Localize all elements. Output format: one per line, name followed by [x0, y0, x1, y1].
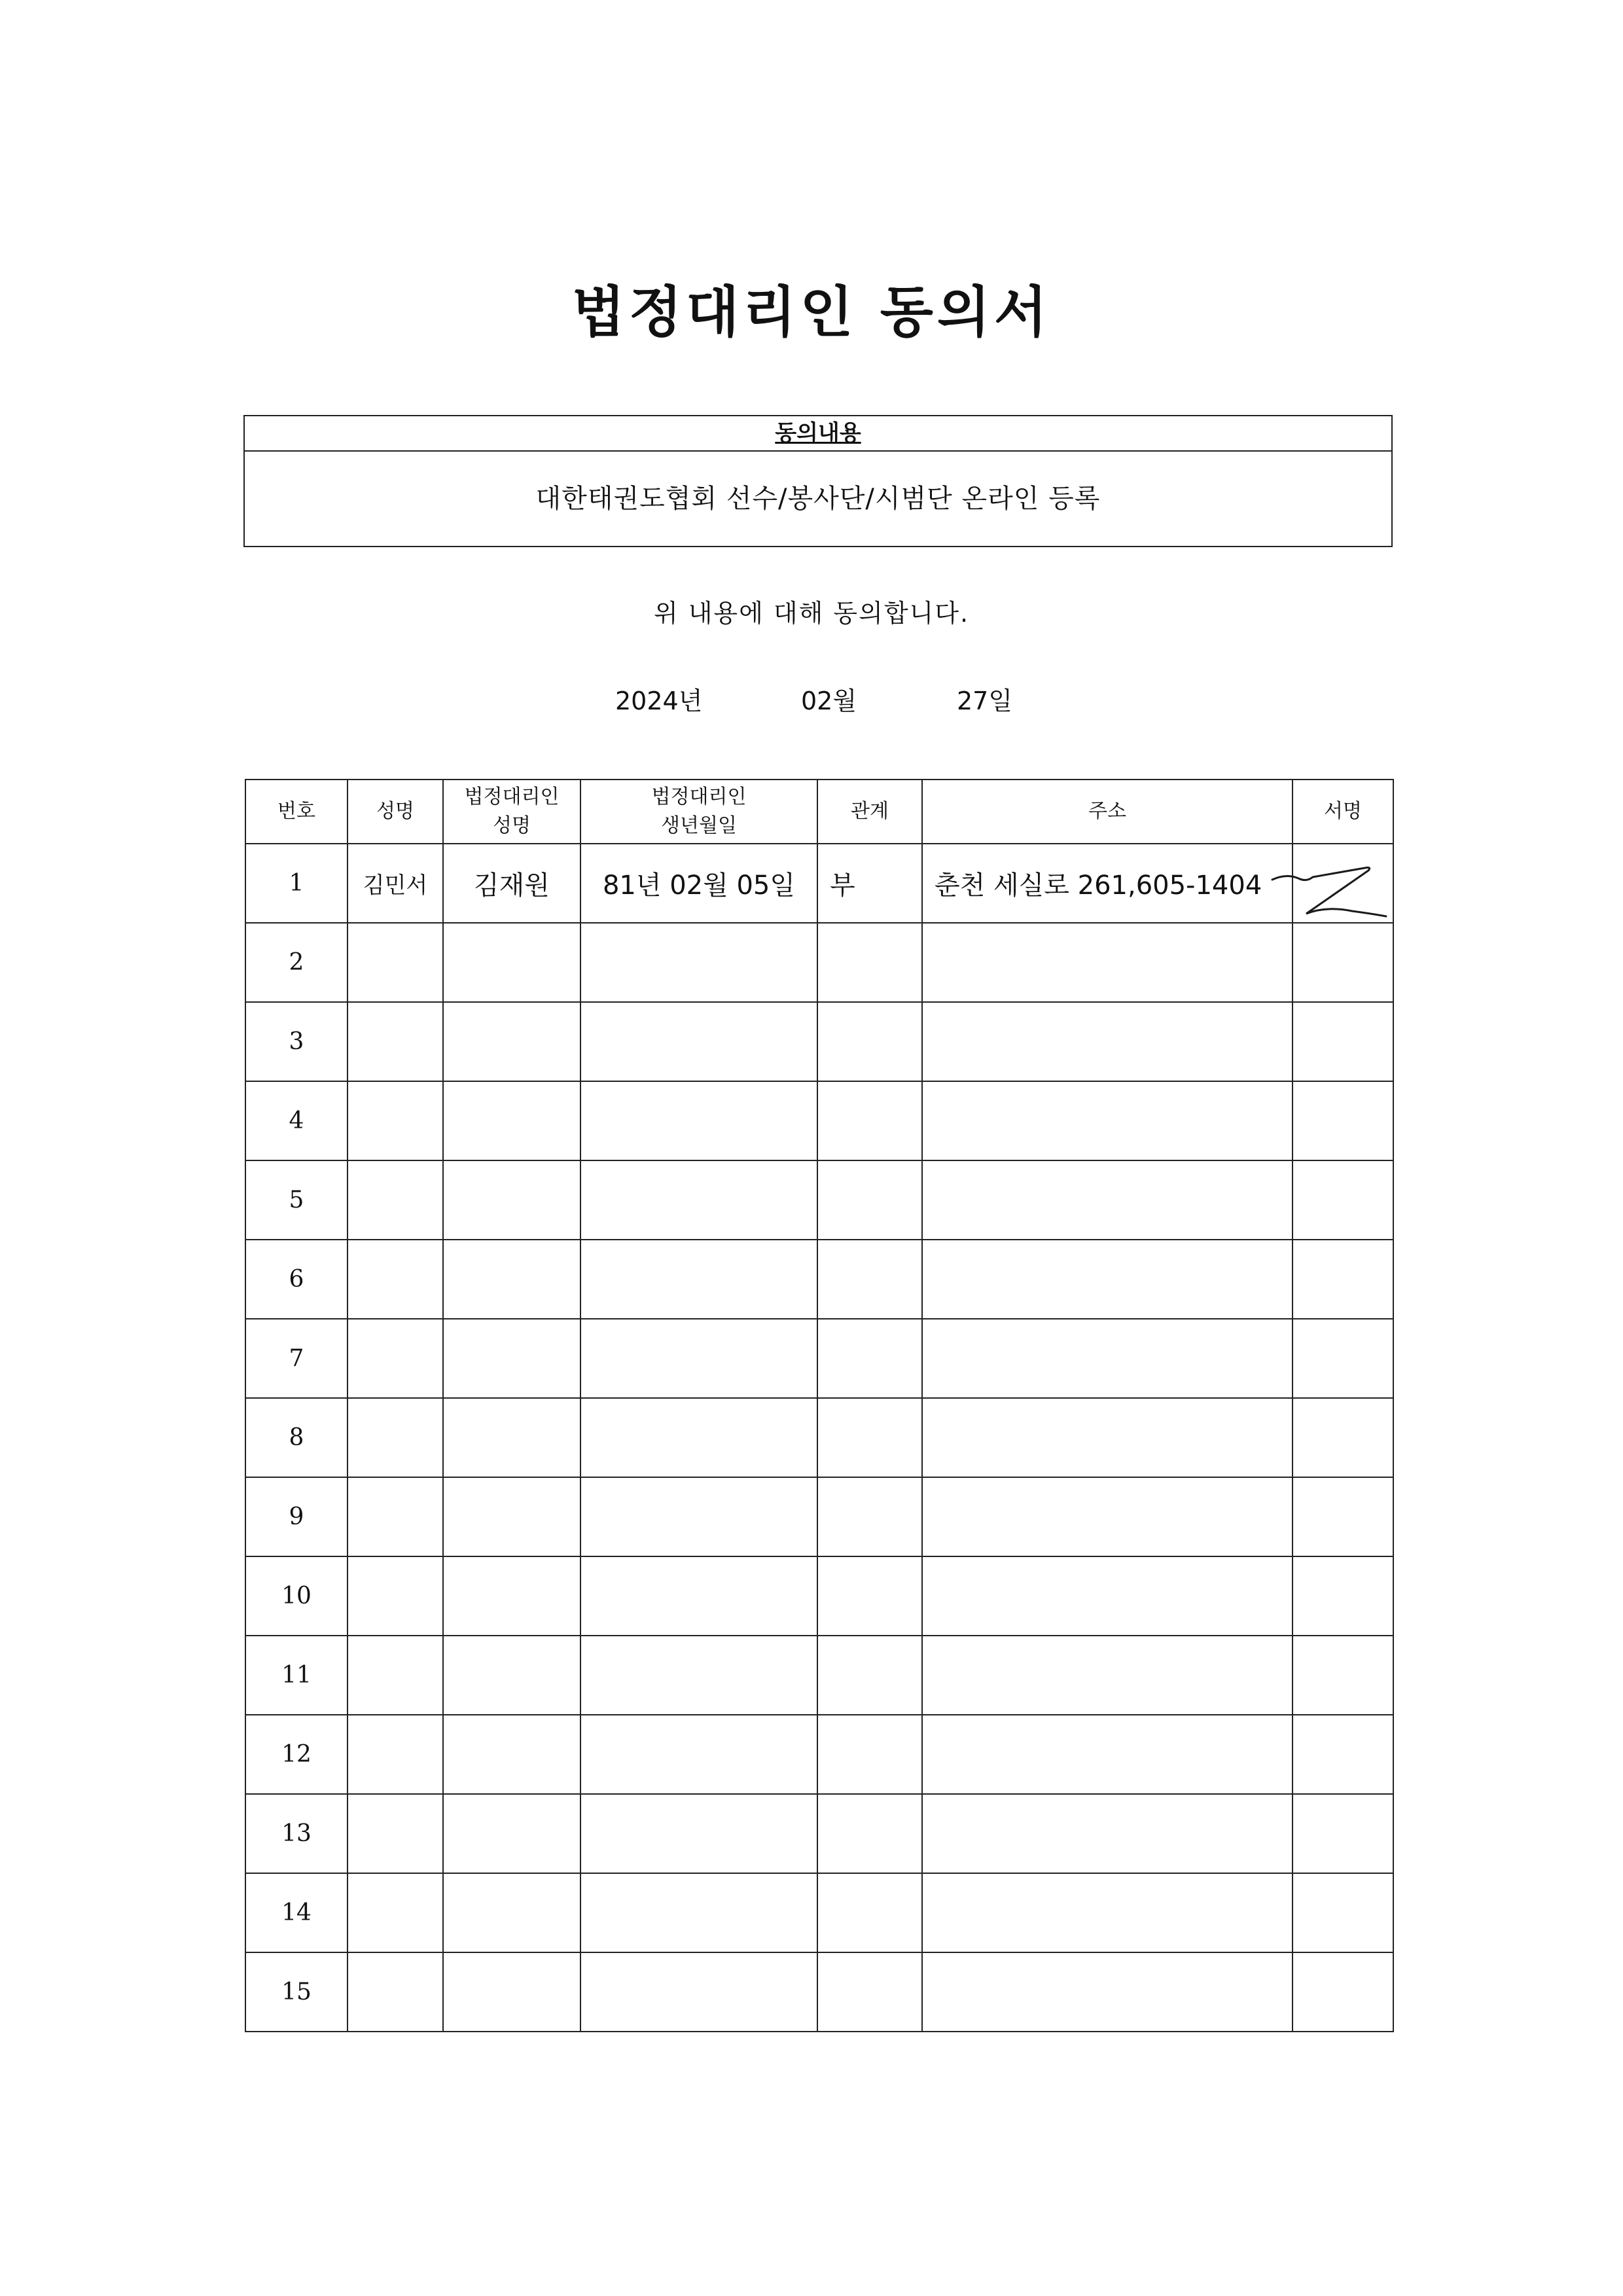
row-guardian-name-cell: [443, 1715, 580, 1794]
header-guardian-birth-line1: 법정대리인: [651, 785, 747, 808]
row-name-cell: 김민서: [348, 844, 443, 923]
row-name-cell: [348, 1398, 443, 1477]
row-guardian-name-cell: [443, 1081, 580, 1160]
row-signature-cell: [1293, 923, 1393, 1002]
row-name-cell: [348, 1873, 443, 1952]
row-guardian-birth-cell: [580, 1636, 817, 1715]
row-signature-cell: [1293, 1952, 1393, 2032]
table-row: [245, 1398, 1393, 1477]
row-relation-cell: [817, 1873, 922, 1952]
header-number: 번호: [245, 780, 348, 844]
row-signature-cell: [1293, 1002, 1393, 1081]
row-signature-cell: [1293, 1081, 1393, 1160]
row-guardian-name-cell: [443, 923, 580, 1002]
row-number-cell: 12: [245, 1715, 348, 1794]
row-address-cell: [922, 1794, 1293, 1873]
table-row: [245, 844, 1393, 923]
header-guardian-name-line2: 성명: [493, 814, 531, 837]
row-guardian-name-cell: 김재원: [443, 844, 580, 923]
row-signature-cell: [1293, 1556, 1393, 1636]
table-row: [245, 1556, 1393, 1636]
row-address-cell: [922, 1477, 1293, 1556]
header-guardian-birth: [580, 780, 817, 844]
date-year: 2024년: [615, 687, 703, 715]
row-address-cell: [922, 1081, 1293, 1160]
row-name-cell: [348, 1240, 443, 1319]
row-relation-cell: [817, 1952, 922, 2032]
table-row: [245, 1081, 1393, 1160]
row-number-cell: 13: [245, 1794, 348, 1873]
row-guardian-name-cell: [443, 1556, 580, 1636]
row-name-cell: [348, 1002, 443, 1081]
row-signature-cell: [1293, 1319, 1393, 1398]
row-name-cell: [348, 1160, 443, 1240]
row-name-cell: [348, 923, 443, 1002]
row-number-cell: 2: [245, 923, 348, 1002]
table-row: [245, 1715, 1393, 1794]
row-guardian-name-cell: [443, 1319, 580, 1398]
row-name-cell: [348, 1556, 443, 1636]
guardian-registry-table: [245, 779, 1394, 2032]
table-header-row: [245, 780, 1393, 844]
row-guardian-name-cell: [443, 1002, 580, 1081]
row-guardian-name-cell: [443, 1873, 580, 1952]
row-name-cell: [348, 1636, 443, 1715]
row-name-cell: [348, 1477, 443, 1556]
row-guardian-birth-cell: [580, 1556, 817, 1636]
row-relation-cell: [817, 1002, 922, 1081]
row-relation-cell: [817, 1240, 922, 1319]
row-relation-cell: [817, 1636, 922, 1715]
row-address-cell: [922, 1952, 1293, 2032]
row-address-cell: [922, 1556, 1293, 1636]
row-signature-cell: [1293, 1160, 1393, 1240]
row-guardian-birth-cell: [580, 1240, 817, 1319]
row-address-cell: [922, 1636, 1293, 1715]
row-guardian-birth-cell: [580, 1398, 817, 1477]
row-guardian-name-cell: [443, 1952, 580, 2032]
row-relation-cell: [817, 1715, 922, 1794]
handwritten-signature: [1267, 853, 1398, 919]
row-number-cell: 15: [245, 1952, 348, 2032]
row-number-cell: 7: [245, 1319, 348, 1398]
row-name-cell: [348, 1794, 443, 1873]
row-guardian-birth-cell: [580, 1160, 817, 1240]
consent-box: [243, 415, 1393, 547]
row-address-cell: [922, 1398, 1293, 1477]
row-relation-cell: [817, 1477, 922, 1556]
row-number-cell: 8: [245, 1398, 348, 1477]
table-row: [245, 1319, 1393, 1398]
row-name-cell: [348, 1715, 443, 1794]
row-signature-cell: [1293, 1398, 1393, 1477]
header-guardian-name: [443, 780, 580, 844]
row-name-cell: [348, 1319, 443, 1398]
header-signature: 서명: [1293, 780, 1393, 844]
row-guardian-birth-cell: [580, 1952, 817, 2032]
consent-header: 동의내용: [245, 416, 1391, 452]
row-signature-cell: [1293, 844, 1393, 923]
row-guardian-birth-cell: [580, 1477, 817, 1556]
header-guardian-birth-line2: 생년월일: [661, 814, 737, 837]
row-guardian-name-cell: [443, 1636, 580, 1715]
row-relation-cell: [817, 1160, 922, 1240]
row-signature-cell: [1293, 1794, 1393, 1873]
row-signature-cell: [1293, 1477, 1393, 1556]
row-guardian-name-cell: [443, 1240, 580, 1319]
date-month: 02월: [801, 687, 857, 715]
row-relation-cell: [817, 923, 922, 1002]
row-number-cell: 5: [245, 1160, 348, 1240]
row-signature-cell: [1293, 1240, 1393, 1319]
row-guardian-name-cell: [443, 1477, 580, 1556]
row-guardian-birth-cell: 81년 02월 05일: [580, 844, 817, 923]
row-guardian-birth-cell: [580, 1081, 817, 1160]
row-guardian-birth-cell: [580, 1002, 817, 1081]
row-guardian-birth-cell: [580, 1715, 817, 1794]
row-relation-cell: [817, 1794, 922, 1873]
header-guardian-name-line1: 법정대리인: [464, 785, 560, 808]
row-number-cell: 10: [245, 1556, 348, 1636]
row-relation-cell: [817, 1556, 922, 1636]
row-number-cell: 9: [245, 1477, 348, 1556]
row-guardian-name-cell: [443, 1160, 580, 1240]
row-relation-cell: [817, 1398, 922, 1477]
agreement-statement: 위 내용에 대해 동의합니다.: [653, 599, 970, 628]
table-row: [245, 923, 1393, 1002]
row-guardian-birth-cell: [580, 1319, 817, 1398]
row-address-cell: [922, 1873, 1293, 1952]
row-signature-cell: [1293, 1715, 1393, 1794]
row-signature-cell: [1293, 1873, 1393, 1952]
row-name-cell: [348, 1081, 443, 1160]
row-number-cell: 4: [245, 1081, 348, 1160]
row-guardian-birth-cell: [580, 923, 817, 1002]
row-number-cell: 14: [245, 1873, 348, 1952]
header-relation: 관계: [817, 780, 922, 844]
header-address: 주소: [922, 780, 1293, 844]
row-signature-cell: [1293, 1636, 1393, 1715]
table-row: [245, 1160, 1393, 1240]
row-address-cell: [922, 923, 1293, 1002]
table-body: [245, 844, 1393, 2032]
row-address-cell: 춘천 세실로 261,605-1404: [922, 844, 1293, 923]
table-row: [245, 1240, 1393, 1319]
table-row: [245, 1794, 1393, 1873]
row-guardian-birth-cell: [580, 1873, 817, 1952]
row-address-cell: [922, 1002, 1293, 1081]
row-number-cell: 1: [245, 844, 348, 923]
row-relation-cell: [817, 1081, 922, 1160]
row-address-cell: [922, 1240, 1293, 1319]
table-row: [245, 1952, 1393, 2032]
signature-stroke: [1272, 868, 1386, 917]
row-guardian-name-cell: [443, 1794, 580, 1873]
table-row: [245, 1477, 1393, 1556]
row-guardian-name-cell: [443, 1398, 580, 1477]
row-name-cell: [348, 1952, 443, 2032]
row-address-cell: [922, 1319, 1293, 1398]
row-number-cell: 3: [245, 1002, 348, 1081]
row-address-cell: [922, 1715, 1293, 1794]
header-name: 성명: [348, 780, 443, 844]
row-number-cell: 6: [245, 1240, 348, 1319]
date-day: 27일: [957, 687, 1013, 715]
document-title: 법정대리인 동의서: [571, 280, 1052, 344]
consent-content: 대한태권도협회 선수/봉사단/시범단 온라인 등록: [535, 484, 1101, 514]
table-row: [245, 1002, 1393, 1081]
row-guardian-birth-cell: [580, 1794, 817, 1873]
row-relation-cell: [817, 1319, 922, 1398]
row-number-cell: 11: [245, 1636, 348, 1715]
row-address-cell: [922, 1160, 1293, 1240]
table-row: [245, 1873, 1393, 1952]
row-relation-cell: 부: [817, 844, 922, 923]
table-row: [245, 1636, 1393, 1715]
